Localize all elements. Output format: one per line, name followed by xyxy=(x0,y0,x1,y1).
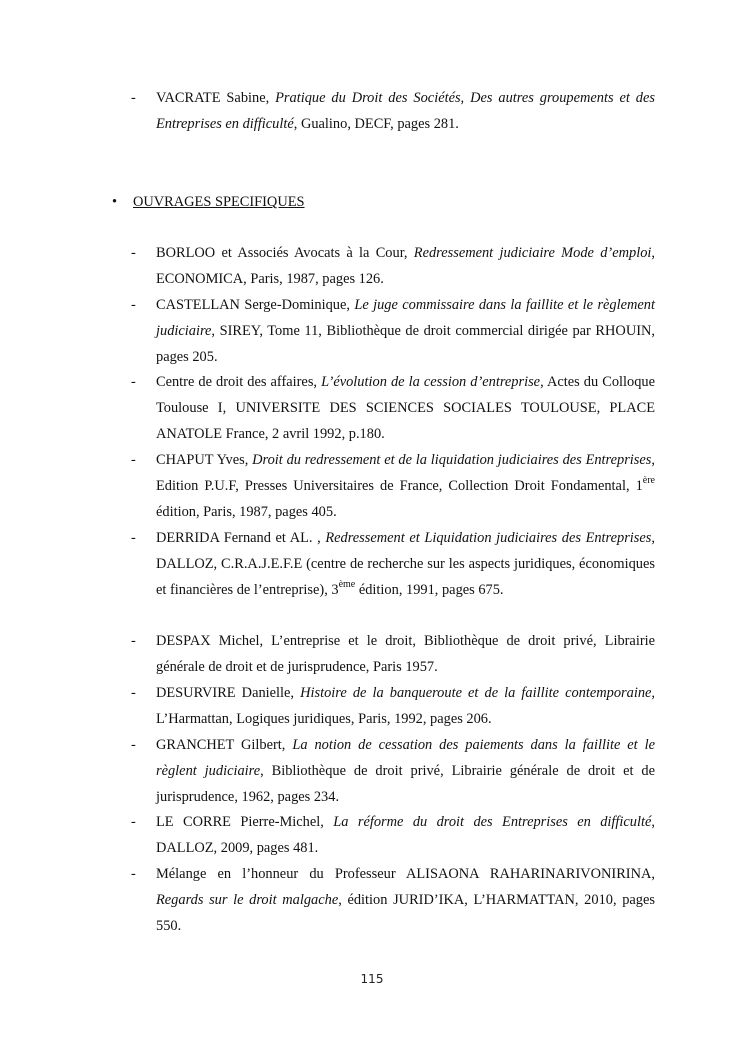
entry-author: Centre de droit des affaires, xyxy=(156,374,322,390)
entry-details: , Edition P.U.F, Presses Universitaires de France, Collection Droit Fondamental, 1 xyxy=(156,452,656,494)
section-title: OUVRAGES SPECIFIQUES xyxy=(133,194,305,210)
entry-details-end: édition, Paris, 1987, pages 405. xyxy=(156,503,337,520)
entry-title: Redressement judiciaire Mode d’emploi xyxy=(413,245,652,261)
entry-details: , ECONOMICA, Paris, 1987, pages 126. xyxy=(156,245,655,287)
list-dash: - xyxy=(131,866,136,882)
entry-text: DESPAX Michel, L’entreprise et le droit, Bibliothèque de droit privé, Librairie générale de droit et de jurisprudence, Paris 1957. xyxy=(156,633,655,675)
bibliography-entry-granchet xyxy=(131,733,655,810)
bibliography-entry-chaput xyxy=(131,448,656,525)
entry-title: Droit du redressement et de la liquidation judiciaires des Entreprises xyxy=(252,452,652,468)
entry-author: CASTELLAN Serge-Dominique, xyxy=(156,297,355,313)
entry-title: La notion de cessation des paiements dans la faillite et le règlent judiciaire xyxy=(156,737,655,779)
entry-details: , DALLOZ, C.R.A.J.E.F.E (centre de recherche sur les aspects juridiques, économiques et financières de l’entreprise), 3 xyxy=(156,530,655,598)
entry-details: , Bibliothèque de droit privé, Librairie générale de droit et de jurisprudence, 1962, pages 234. xyxy=(156,762,655,805)
bibliography-entry-castellan xyxy=(131,293,655,370)
entry-title: Redressement et Liquidation judiciaires des Entreprises xyxy=(325,530,652,546)
list-dash: - xyxy=(131,685,136,701)
page-number: 115 xyxy=(360,972,384,986)
entry-author: DESURVIRE Danielle, xyxy=(156,685,301,701)
list-dash: - xyxy=(131,633,136,649)
entry-author: CHAPUT Yves, xyxy=(156,452,253,468)
list-dash: - xyxy=(131,452,136,468)
list-dash: - xyxy=(131,245,136,261)
list-dash: - xyxy=(131,814,136,830)
bullet-icon: • xyxy=(112,194,118,210)
entry-author: BORLOO et Associés Avocats à la Cour, xyxy=(156,245,414,261)
entry-details: , édition JURID’IKA, L’HARMATTAN, 2010, pages 550. xyxy=(156,891,655,934)
bibliography-entry-melange xyxy=(131,862,655,939)
entry-details-end: édition, 1991, pages 675. xyxy=(355,581,504,598)
list-dash: - xyxy=(131,737,136,753)
bibliography-entry-borloo xyxy=(131,241,655,293)
entry-details: L’Harmattan, Logiques juridiques, Paris, 1992, pages 206. xyxy=(156,710,492,727)
entry-title: Pratique du Droit des Sociétés, Des autres groupements et des Entreprises en difficulté xyxy=(156,90,655,132)
entry-details: , DALLOZ, 2009, pages 481. xyxy=(156,814,655,856)
entry-details: , Actes du Colloque Toulouse I, UNIVERSITE DES SCIENCES SOCIALES TOULOUSE, PLACE ANATOLE France, 2 avril 1992, p.180. xyxy=(156,374,655,442)
entry-title: La réforme du droit des Entreprises en difficulté xyxy=(333,814,652,830)
entry-title: Regards sur le droit malgache xyxy=(156,891,339,908)
bibliography-entry-le-corre xyxy=(131,810,655,862)
list-dash: - xyxy=(131,530,136,546)
entry-title: L’évolution de la cession d’entreprise xyxy=(321,374,541,390)
entry-author: DERRIDA Fernand et AL. , xyxy=(156,530,326,546)
entry-title: Histoire de la banqueroute et de la faillite contemporaine, xyxy=(300,685,655,701)
entry-superscript: ème xyxy=(338,578,356,590)
bibliography-entry-despax xyxy=(131,629,655,681)
entry-author: GRANCHET Gilbert, xyxy=(156,737,293,753)
list-dash: - xyxy=(131,90,136,106)
entry-details: , Gualino, DECF, pages 281. xyxy=(293,115,459,132)
entry-author: Mélange en l’honneur du Professeur ALISAONA RAHARINARIVONIRINA, xyxy=(156,866,655,882)
entry-details: , SIREY, Tome 11, Bibliothèque de droit commercial dirigée par RHOUIN, pages 205. xyxy=(156,322,655,365)
bibliography-entry-vacrate xyxy=(131,86,655,138)
bibliography-entry-derrida xyxy=(131,526,655,603)
entry-author: LE CORRE Pierre-Michel, xyxy=(156,814,334,830)
list-dash: - xyxy=(131,297,136,313)
bibliography-entry-centre-droit-affaires xyxy=(131,370,655,447)
entry-author: VACRATE Sabine, xyxy=(156,90,276,106)
entry-superscript: ère xyxy=(642,474,655,486)
entry-title: Le juge commissaire dans la faillite et le règlement judiciaire xyxy=(156,297,655,339)
list-dash: - xyxy=(131,374,136,390)
bibliography-entry-desurvire xyxy=(131,681,655,733)
